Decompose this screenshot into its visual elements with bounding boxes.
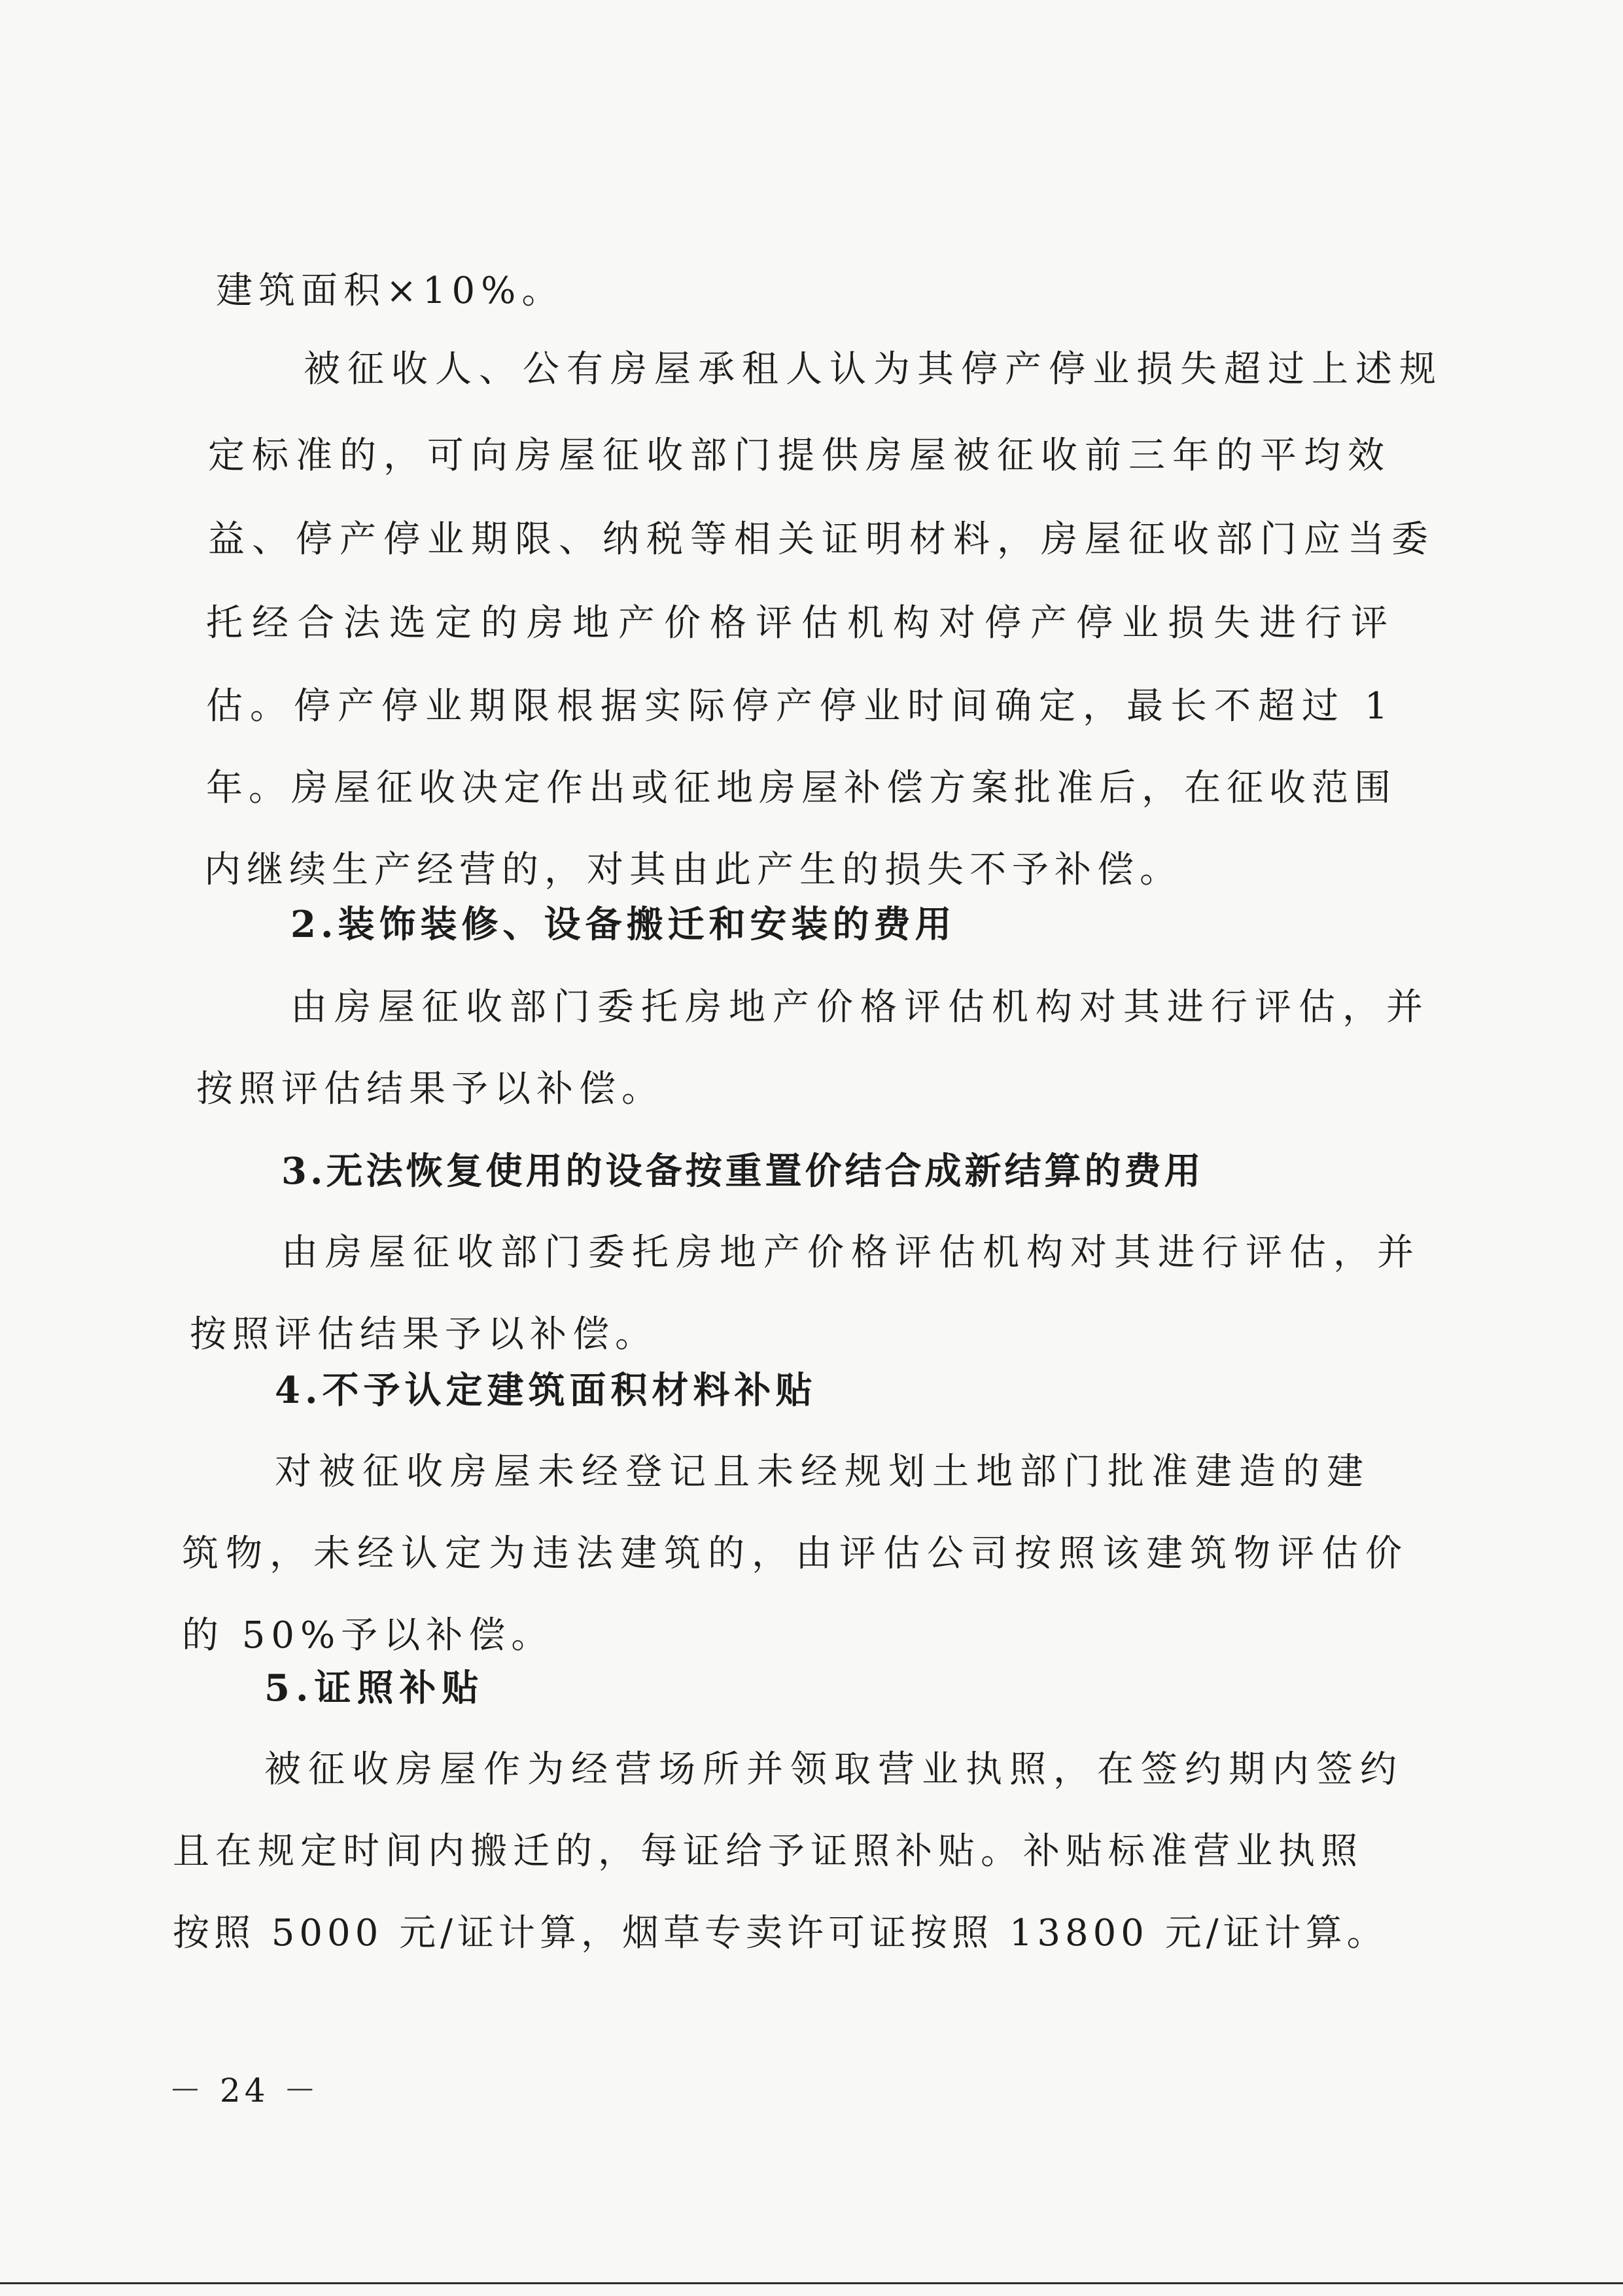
paragraph-line: 托经合法选定的房地产价格评估机构对停产停业损失进行评 xyxy=(206,602,1397,645)
paragraph-line: 的 50%予以补偿。 xyxy=(182,1614,554,1657)
paragraph-line: 筑物，未经认定为违法建筑的，由评估公司按照该建筑物评估价 xyxy=(182,1532,1409,1575)
section-heading: 2.装饰装修、设备搬迁和安装的费用 xyxy=(290,903,956,946)
paragraph-line: 对被征收房屋未经登记且未经规划土地部门批准建造的建 xyxy=(275,1451,1370,1493)
paragraph-line: 被征收房屋作为经营场所并领取营业执照，在签约期内签约 xyxy=(264,1748,1404,1791)
paragraph-line: 内继续生产经营的，对其由此产生的损失不予补偿。 xyxy=(204,849,1182,891)
paragraph-line: 按照 5000 元/证计算，烟草专卖许可证按照 13800 元/证计算。 xyxy=(173,1912,1388,1954)
paragraph-line: 按照评估结果予以补偿。 xyxy=(196,1068,664,1110)
paragraph-line: 年。房屋征收决定作出或征地房屋补偿方案批准后，在征收范围 xyxy=(206,767,1397,809)
paragraph-line: 按照评估结果予以补偿。 xyxy=(190,1313,657,1356)
section-heading: 3.无法恢复使用的设备按重置价结合成新结算的费用 xyxy=(281,1150,1204,1193)
paragraph-line: 被征收人、公有房屋承租人认为其停产停业损失超过上述规 xyxy=(304,348,1443,391)
paragraph-line: 且在规定时间内搬迁的，每证给予证照补贴。补贴标准营业执照 xyxy=(173,1830,1363,1873)
paragraph-line: 建筑面积×10%。 xyxy=(216,270,565,312)
paragraph-line: 由房屋征收部门委托房地产价格评估机构对其进行评估，并 xyxy=(290,986,1430,1029)
bottom-rule xyxy=(0,2282,1623,2284)
page-number: － 24 － xyxy=(169,2072,321,2110)
section-heading: 4.不予认定建筑面积材料补贴 xyxy=(275,1369,817,1412)
paragraph-line: 估。停产停业期限根据实际停产停业时间确定，最长不超过 1 xyxy=(206,685,1395,728)
paragraph-line: 由房屋征收部门委托房地产价格评估机构对其进行评估，并 xyxy=(281,1231,1421,1274)
section-heading: 5.证照补贴 xyxy=(264,1667,485,1710)
paragraph-line: 定标准的，可向房屋征收部门提供房屋被征收前三年的平均效 xyxy=(208,434,1391,477)
paragraph-line: 益、停产停业期限、纳税等相关证明材料，房屋征收部门应当委 xyxy=(208,518,1435,561)
